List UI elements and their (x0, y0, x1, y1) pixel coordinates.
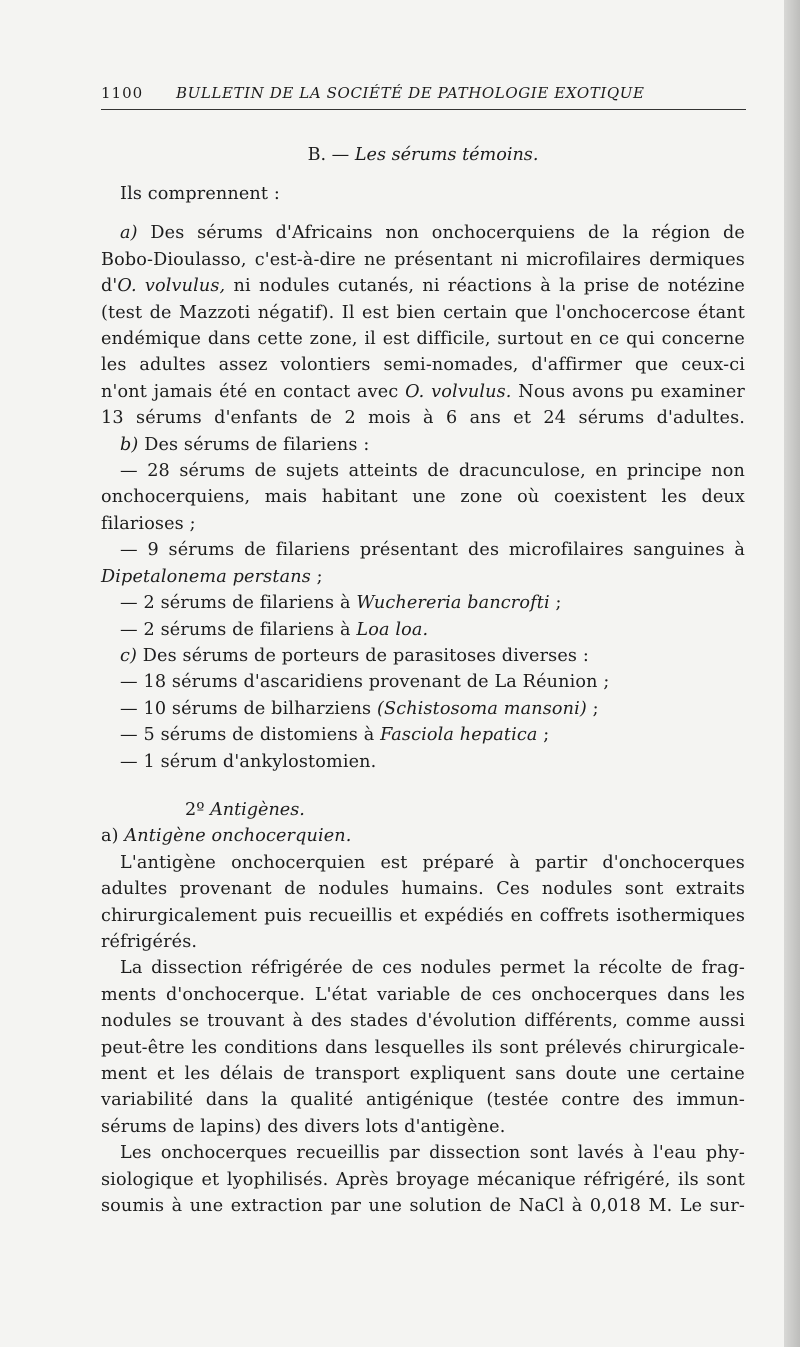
item-a: a) Des sérums d'Africains non onchocerquiens de la région de Bobo-Dioulasso, c'est-à-dire ne présentant ni microfilaires dermiques d'O. volvulus, ni nodules cutanés, ni réactions à la prise de notézine (test de Mazzoti négatif). Il est bien certain que l'onchocercose étant endémique dans cette zone, il est difficile, surtout en ce qui concerne les adultes assez volontiers semi-nomades, d'affirmer que ceux-ci n'ont jamais été en contact avec O. volvulus. Nous avons pu examiner 13 sérums d'enfants de 2 mois à 6 ans et 24 sérums d'adultes. (101, 223, 745, 429)
list-item: — 28 sérums de sujets atteints de dracunculose, en principe non (120, 461, 745, 482)
section-b-title: Les sérums témoins. (354, 145, 539, 165)
item-a-label: a) (120, 223, 138, 244)
page-edge-shadow (784, 0, 800, 1347)
list-item: — 9 sérums de filariens présentant des microfilaires sanguines à (120, 540, 745, 561)
paragraph: Les onchocerques recueillis par dissection sont lavés à l'eau phy- siologique et lyophilisés. Après broyage mécanique réfrigéré, ils sont soumis à une extraction par une solution de NaCl à 0,018 M. Le sur- (101, 1143, 745, 1217)
list-item: — 1 sérum d'ankylostomien. (120, 751, 377, 772)
list-item: — 18 sérums d'ascaridiens provenant de La Réunion ; (120, 672, 610, 693)
section-2-title: Antigènes. (210, 799, 305, 820)
list-item: — 2 sérums de filariens à Wuchereria bancrofti ; (120, 593, 562, 614)
list-item: — 5 sérums de distomiens à Fasciola hepatica ; (120, 725, 550, 746)
subsection-a-heading: a) Antigène onchocerquien. (101, 826, 352, 847)
page-number: 1100 (101, 84, 144, 102)
header-rule (101, 109, 746, 110)
item-c: c) Des sérums de porteurs de parasitoses diverses : — 18 sérums d'ascaridiens provenant de La Réunion ; — 10 sérums de bilharziens (Schistosoma mansoni) ; — 5 sérums de distomiens à Fasciola hepatica ; — 1 sérum d'ankylostomien. (101, 643, 745, 775)
running-header (101, 82, 745, 104)
section-b-heading: B. — Les sérums témoins. (307, 145, 539, 165)
item-b: b) Des sérums de filariens : — 28 sérums de sujets atteints de dracunculose, en principe non onchocerquiens, mais habitant une zone où coexistent les deux filarioses ; — 9 sérums de filariens présentant des microfilaires sanguines à Dipetalonema perstans ; — 2 sérums de filariens à Wuchereria bancrofti ; — 2 sérums de filariens à Loa loa. (101, 432, 745, 643)
item-b-label: b) (120, 434, 139, 455)
list-item: — 2 sérums de filariens à Loa loa. (120, 619, 429, 640)
article-body (101, 142, 745, 1219)
intro-line: Ils comprennent : (120, 184, 280, 204)
paragraph: L'antigène onchocerquien est préparé à partir d'onchocerques adultes provenant de nodules humains. Ces nodules sont extraits chirurgicalement puis recueillis et expédiés en coffrets isothermiques réfrigérés. (101, 852, 745, 952)
paragraph: La dissection réfrigérée de ces nodules permet la récolte de frag- ments d'onchocerque. L'état variable de ces onchocerques dans les nodules se trouvant à des stades d'évolution différents, comme aussi peut-être les conditions dans lesquelles ils sont prélevés chirurgicale- ment et les délais de transport expliquent sans doute une certaine variabilité dans la qualité antigénique (testée contre des immun- sérums de lapins) des divers lots d'antigène. (101, 958, 745, 1137)
running-title: BULLETIN DE LA SOCIÉTÉ DE PATHOLOGIE EXOTIQUE (176, 84, 645, 102)
list-item: — 10 sérums de bilharziens (Schistosoma mansoni) ; (120, 698, 599, 719)
item-c-label: c) (120, 645, 138, 666)
section-2-heading: 2º Antigènes. (185, 799, 305, 820)
